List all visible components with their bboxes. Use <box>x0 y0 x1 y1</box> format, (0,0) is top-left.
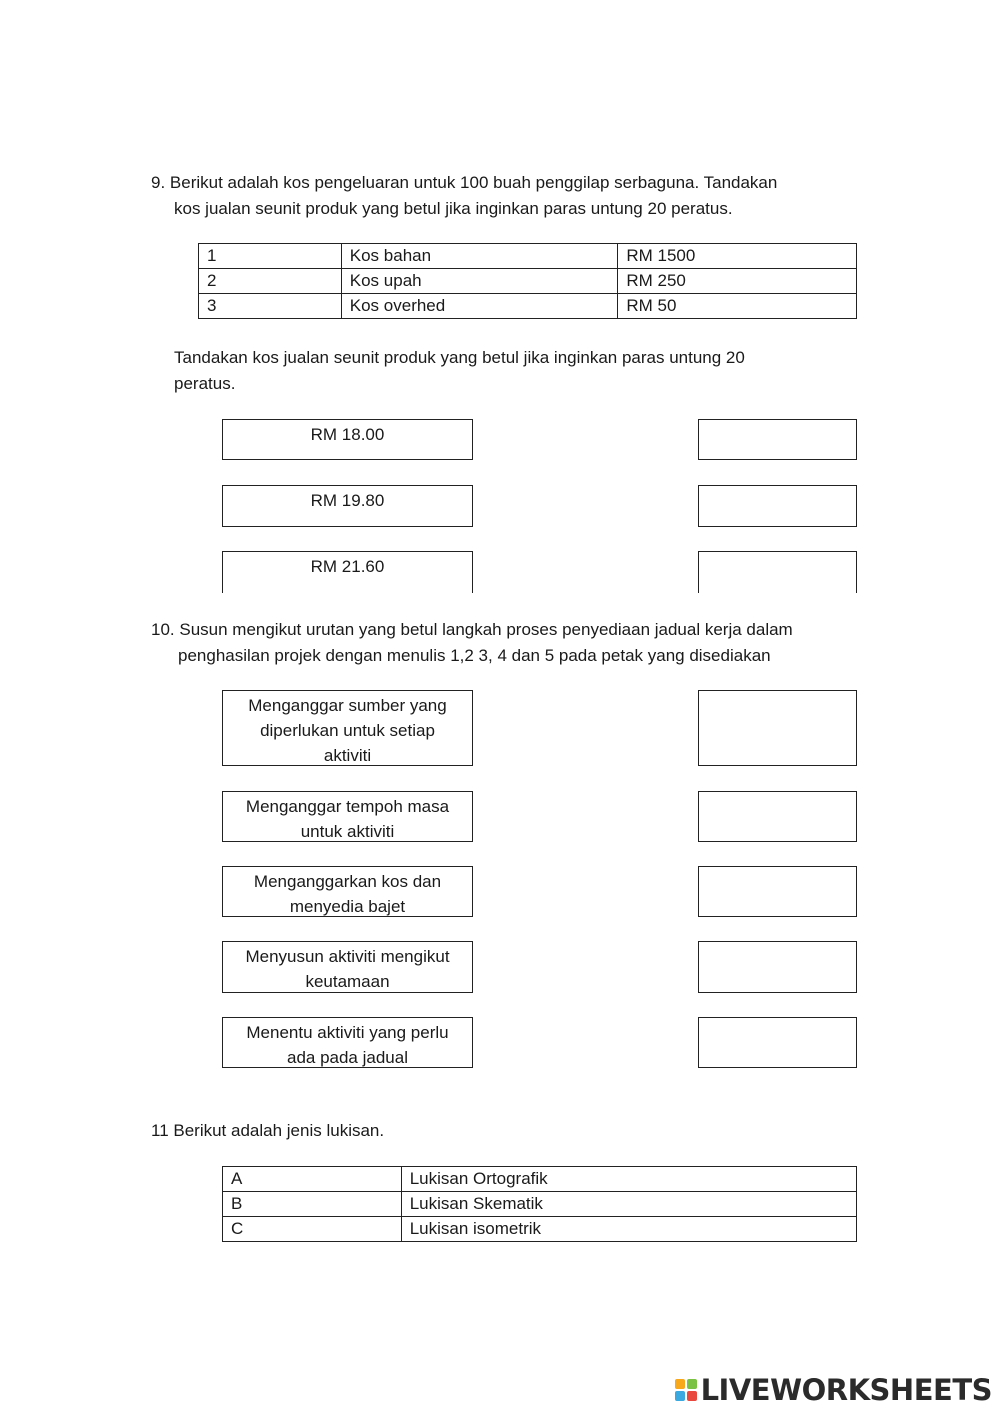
logo-tile <box>675 1379 685 1389</box>
table-row <box>223 1167 857 1192</box>
step-text <box>246 1020 448 1070</box>
drawing-letter: A <box>223 1167 402 1192</box>
logo-tile <box>675 1391 685 1401</box>
cost-value: RM 250 <box>618 269 857 294</box>
option-label: RM 19.80 <box>310 491 385 510</box>
cost-item: Kos overhed <box>341 294 618 319</box>
q9-cost-table <box>198 243 857 319</box>
table-row <box>199 294 857 319</box>
q9-answer-box-2[interactable] <box>698 485 857 527</box>
step-text <box>246 794 449 844</box>
q11-drawing-table <box>222 1166 857 1242</box>
row-number: 2 <box>199 269 342 294</box>
cost-value: RM 1500 <box>618 244 857 269</box>
step-text-line: Menganggarkan kos dan <box>253 872 442 891</box>
option-label: RM 21.60 <box>310 557 385 576</box>
q9-answer-box-3[interactable] <box>698 551 857 593</box>
q11-line-1: 11 Berikut adalah jenis lukisan. <box>151 1121 385 1140</box>
q9-option-3 <box>222 551 473 593</box>
table-row <box>199 244 857 269</box>
q10-step-3 <box>222 866 473 917</box>
step-text-line: ada pada jadual <box>286 1048 408 1067</box>
step-text <box>245 944 449 994</box>
cost-value: RM 50 <box>618 294 857 319</box>
step-text-line: Menganggar tempoh masa <box>245 797 450 816</box>
logo-tile <box>687 1391 697 1401</box>
q10-step-2 <box>222 791 473 842</box>
drawing-type: Lukisan isometrik <box>401 1217 856 1242</box>
q10-answer-box-3[interactable] <box>698 866 857 917</box>
q9-option-2 <box>222 485 473 527</box>
step-text-line: Menganggar sumber yang <box>248 696 447 715</box>
step-text-line: keutamaan <box>305 972 390 991</box>
q10-step-4 <box>222 941 473 993</box>
step-text <box>248 693 446 768</box>
step-text <box>254 869 441 919</box>
q10-answer-box-4[interactable] <box>698 941 857 993</box>
q10-step-5 <box>222 1017 473 1068</box>
drawing-letter: B <box>223 1192 402 1217</box>
table-row <box>199 269 857 294</box>
q9-instruction-line-2: peratus. <box>174 374 236 393</box>
step-text-line: diperlukan untuk setiap <box>260 721 435 740</box>
drawing-letter: C <box>223 1217 402 1242</box>
logo-text: LIVEWORKSHEETS <box>700 1373 992 1407</box>
row-number: 1 <box>199 244 342 269</box>
step-text-line: Menyusun aktiviti mengikut <box>245 947 450 966</box>
table-row <box>223 1217 857 1242</box>
q9-instruction-line-1: Tandakan kos jualan seunit produk yang betul jika inginkan paras untung 20 <box>174 348 745 367</box>
drawing-type: Lukisan Ortografik <box>401 1167 856 1192</box>
q10-line-1: 10. Susun mengikut urutan yang betul langkah proses penyediaan jadual kerja dalam <box>151 620 793 639</box>
step-text-line: menyedia bajet <box>289 897 406 916</box>
q10-answer-box-5[interactable] <box>698 1017 857 1068</box>
row-number: 3 <box>199 294 342 319</box>
step-text-line: untuk aktiviti <box>300 822 395 841</box>
logo-tile <box>687 1379 697 1389</box>
liveworksheets-logo <box>675 1373 992 1407</box>
q9-option-1 <box>222 419 473 460</box>
q10-answer-box-2[interactable] <box>698 791 857 842</box>
table-row <box>223 1192 857 1217</box>
q9-line-1: 9. Berikut adalah kos pengeluaran untuk 100 buah penggilap serbaguna. Tandakan <box>151 173 778 192</box>
q9-answer-box-1[interactable] <box>698 419 857 460</box>
drawing-type: Lukisan Skematik <box>401 1192 856 1217</box>
q10-line-2: penghasilan projek dengan menulis 1,2 3, 4 dan 5 pada petak yang disediakan <box>178 646 771 665</box>
step-text-line: aktiviti <box>323 746 372 765</box>
cost-item: Kos bahan <box>341 244 618 269</box>
q9-line-2: kos jualan seunit produk yang betul jika inginkan paras untung 20 peratus. <box>174 199 733 218</box>
option-label: RM 18.00 <box>310 425 385 444</box>
step-text-line: Menentu aktiviti yang perlu <box>246 1023 449 1042</box>
liveworksheets-logo-icon <box>675 1379 697 1401</box>
q10-step-1 <box>222 690 473 766</box>
q10-answer-box-1[interactable] <box>698 690 857 766</box>
cost-item: Kos upah <box>341 269 618 294</box>
